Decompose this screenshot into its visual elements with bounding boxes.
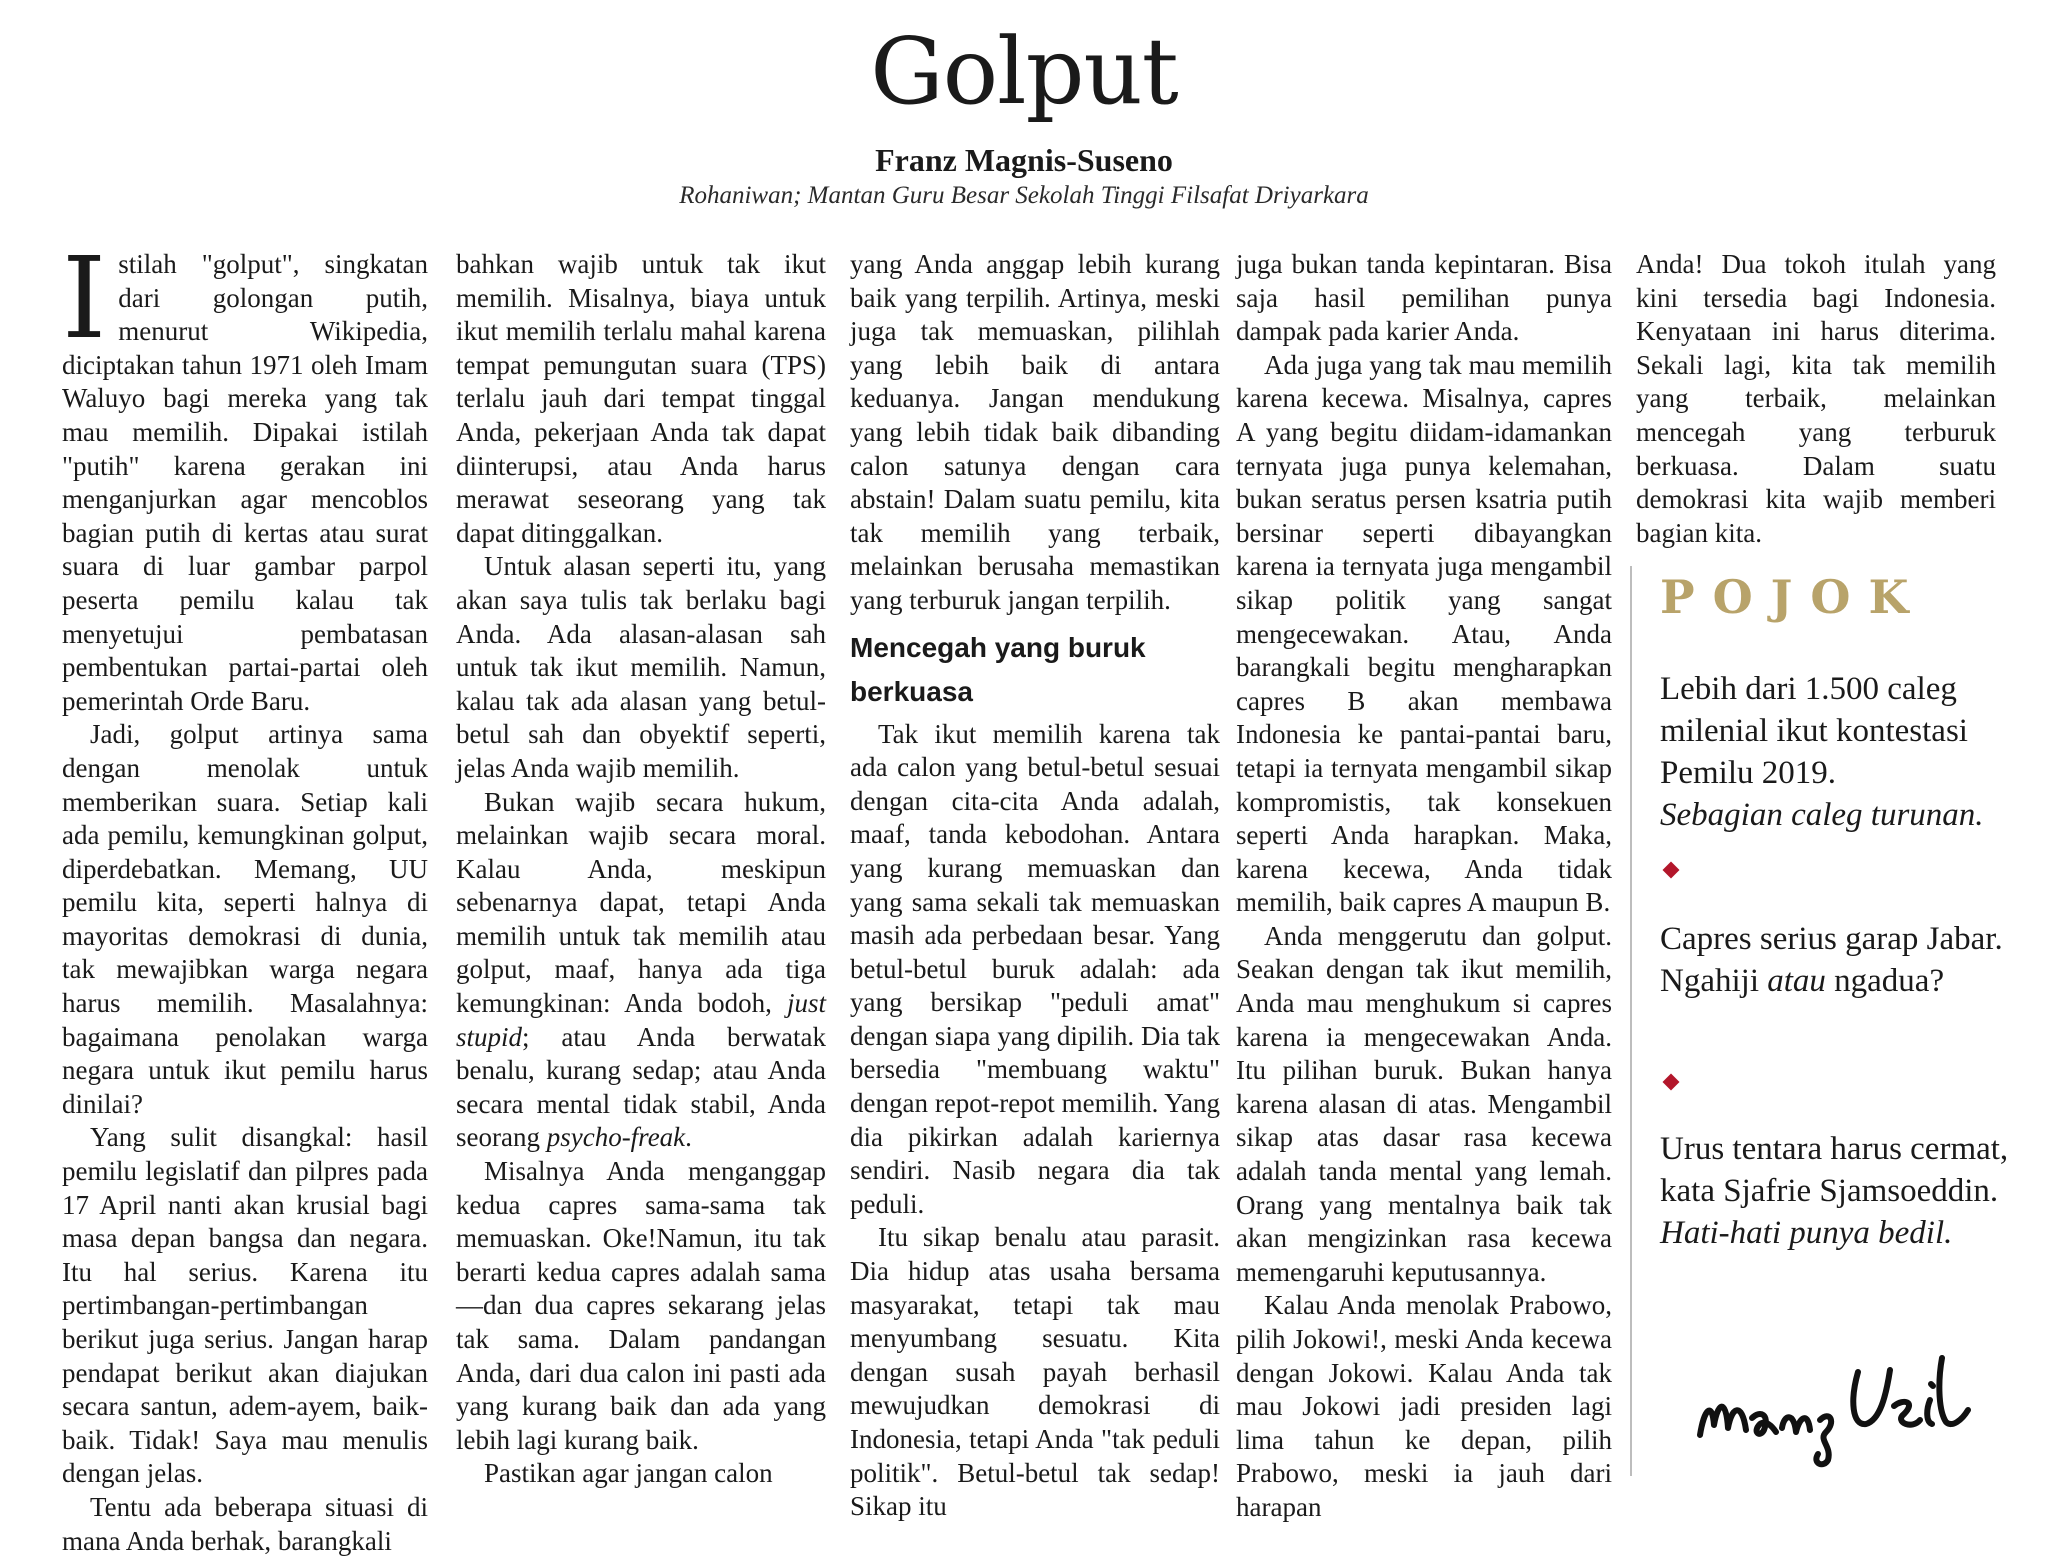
paragraph: Yang sulit disangkal: hasil pemilu legislatif dan pilpres pada 17 April nanti akan krusial bagi masa depan bangsa dan negara. Itu hal serius. Karena itu pertimbangan-pertimbangan berikut juga serius. Jangan harap pendapat berikut akan diajukan secara santun, adem-ayem, baik-baik. Tidak! Saya mau menulis dengan jelas. xyxy=(62,1122,428,1489)
paragraph: juga bukan tanda kepintaran. Bisa saja hasil pemilihan punya dampak pada karier Anda. xyxy=(1236,249,1612,347)
article-column-2 xyxy=(456,248,826,1488)
paragraph: Anda menggerutu dan golput. Seakan dengan tak ikut memilih, Anda mau menghukum si capres karena ia mengecewakan Anda. Itu pilihan buruk. Bukan hanya karena alasan di atas. Mengambil sikap atas dasar rasa kecewa adalah tanda mental yang lemah. Orang yang mentalnya baik tak akan mengizinkan rasa kecewa memengaruhi keputusannya. xyxy=(1236,920,1612,1287)
sidebar-divider xyxy=(1630,566,1632,1476)
author-name: Franz Magnis-Suseno xyxy=(875,142,1173,178)
paragraph: Tentu ada beberapa situasi di mana Anda berhak, barangkali xyxy=(62,1491,428,1556)
paragraph: Ada juga yang tak mau memilih karena kecewa. Misalnya, capres A yang begitu diidam-idamankan ternyata juga punya kelemahan, bukan seratus persen ksatria putih bersinar seperti dibayangkan karena ia ternyata juga mengambil sikap politik yang sangat mengecewakan. Atau, Anda barangkali begitu mengharapkan capres B akan membawa Indonesia ke pantai-pantai baru, tetapi ia ternyata mengambil sikap kompromistis, tak konsekuen seperti Anda harapkan. Maka, karena kecewa, Anda tidak memilih, baik capres A maupun B. xyxy=(1236,349,1612,918)
article-column-1 xyxy=(62,234,428,1556)
paragraph: Tak ikut memilih karena tak ada calon yang betul-betul sesuai dengan cita-cita Anda adalah, maaf, tanda kebodohan. Antara yang kurang memuaskan dan yang sama sekali tak memuaskan masih ada perbedaan besar. Yang betul-betul buruk adalah: ada yang bersikap "peduli amat" dengan siapa yang dipilih. Dia tak bersedia "membuang waktu" dengan repot-repot memilih. Yang dia pikirkan adalah kariernya sendiri. Nasib negara dia tak peduli. xyxy=(850,718,1220,1219)
pojok-item-text: Lebih dari 1.500 caleg milenial ikut kontestasi Pemilu 2019. xyxy=(1660,671,1968,791)
author-affiliation: Rohaniwan; Mantan Guru Besar Sekolah Tinggi Filsafat Driyarkara xyxy=(679,182,1369,209)
diamond-bullet-icon xyxy=(1663,862,1680,879)
paragraph: Itu sikap benalu atau parasit. Dia hidup atas usaha bersama masyarakat, tetapi tak mau menyumbang sesuatu. Kita dengan susah payah berhasil mewujudkan demokrasi di Indonesia, tetapi Anda "tak peduli politik". Betul-betul tak sedap! Sikap itu xyxy=(850,1222,1220,1522)
paragraph: bahkan wajib untuk tak ikut memilih. Misalnya, biaya untuk ikut memilih terlalu mahal karena tempat pemungutan suara (TPS) terlalu jauh dari tempat tinggal Anda, pekerjaan Anda tak dapat diinterupsi, atau Anda harus merawat seseorang yang tak dapat ditinggalkan. xyxy=(456,249,826,548)
pojok-item-text: Capres serius garap Jabar. xyxy=(1660,921,2003,957)
signature-mang-usil xyxy=(1690,1340,1980,1470)
pojok-item-quip: Hati-hati punya bedil. xyxy=(1660,1215,1953,1251)
diamond-bullet-icon xyxy=(1663,1074,1680,1091)
italic-phrase: just stupid xyxy=(456,988,827,1052)
article-column-5 xyxy=(1636,248,1996,548)
paragraph-text: Bukan wajib secara hukum, melainkan wajib secara moral. Kalau Anda, meskipun sebenarnya dapat, tetapi Anda memilih untuk tak memilih atau golput, maaf, hanya ada tiga kemungkinan: Anda bodoh, xyxy=(456,786,826,1019)
pojok-heading: POJOK xyxy=(1660,570,1927,624)
paragraph-text: . xyxy=(685,1122,692,1153)
paragraph: Misalnya Anda menganggap kedua capres sama-sama tak memuaskan. Oke!Namun, itu tak berarti kedua capres adalah sama—dan dua capres sekarang jelas tak sama. Dalam pandangan Anda, dari dua calon ini pasti ada yang kurang baik dan ada yang lebih lagi kurang baik. xyxy=(456,1156,826,1455)
paragraph xyxy=(62,234,428,718)
paragraph: Kalau Anda menolak Prabowo, pilih Jokowi!, meski Anda kecewa dengan Jokowi. Kalau Anda tak mau Jokowi jadi presiden lagi lima tahun ke depan, pilih Prabowo, meski ia jauh dari harapan xyxy=(1236,1290,1612,1522)
paragraph-text: ; atau Anda berwatak benalu, kurang sedap; atau Anda secara mental tidak stabil, Anda seorang xyxy=(456,1021,826,1153)
paragraph: Anda! Dua tokoh itulah yang kini tersedia bagi Indonesia. Kenyataan ini harus diterima. Sekali lagi, kita tak memilih yang terbaik, melainkan mencegah yang terburuk berkuasa. Dalam suatu demokrasi kita wajib memberi bagian kita. xyxy=(1636,249,1996,548)
paragraph-text: stilah "golput", singkatan dari golongan putih, menurut Wikipedia, diciptakan tahun 1971 oleh Imam Waluyo bagi mereka yang tak mau memilih. Dipakai istilah "putih" karena gerakan ini menganjurkan agar mencoblos bagian putih di kertas atau surat suara di luar gambar parpol peserta pemilu kalau tak menyetujui pembatasan pembentukan partai-partai oleh pemerintah Orde Baru. xyxy=(62,249,428,716)
pojok-item xyxy=(1660,1128,2010,1254)
article-column-3 xyxy=(850,248,1220,1522)
pojok-item-quip: Sebagian caleg turunan. xyxy=(1660,797,1984,833)
pojok-item-quip: Ngahiji atau ngadua? xyxy=(1660,963,1945,999)
pojok-item-text: Urus tentara harus cermat, kata Sjafrie Sjamsoeddin. xyxy=(1660,1131,2009,1209)
pojok-item xyxy=(1660,918,2010,1002)
paragraph xyxy=(456,786,826,1156)
section-subheading: Mencegah yang buruk berkuasa xyxy=(850,631,1146,707)
pojok-item xyxy=(1660,668,2010,836)
paragraph: yang Anda anggap lebih kurang baik yang terpilih. Artinya, meski juga tak memuaskan, pilihlah yang lebih baik di antara keduanya. Jangan mendukung yang lebih tidak baik dibanding calon satunya dengan cara abstain! Dalam suatu pemilu, kita tak memilih yang terbaik, melainkan berusaha memastikan yang terburuk jangan terpilih. xyxy=(850,249,1220,615)
paragraph: Pastikan agar jangan calon xyxy=(484,1458,773,1489)
paragraph: Jadi, golput artinya sama dengan menolak untuk memberikan suara. Setiap kali ada pemilu, kemungkinan golput, diperdebatkan. Memang, UU pemilu kita, seperti halnya di mayoritas demokrasi di dunia, tak mewajibkan warga negara harus memilih. Masalahnya: bagaimana penolakan warga negara untuk ikut pemilu harus dinilai? xyxy=(62,719,428,1119)
italic-phrase: psycho-freak xyxy=(546,1122,686,1153)
drop-cap: I xyxy=(62,234,107,364)
article-title: Golput xyxy=(870,18,1178,125)
article-column-4 xyxy=(1236,248,1612,1522)
paragraph: Untuk alasan seperti itu, yang akan saya tulis tak berlaku bagi Anda. Ada alasan-alasan sah untuk tak ikut memilih. Namun, kalau tak ada alasan yang betul-betul sah dan obyektif seperti, jelas Anda wajib memilih. xyxy=(456,551,826,783)
